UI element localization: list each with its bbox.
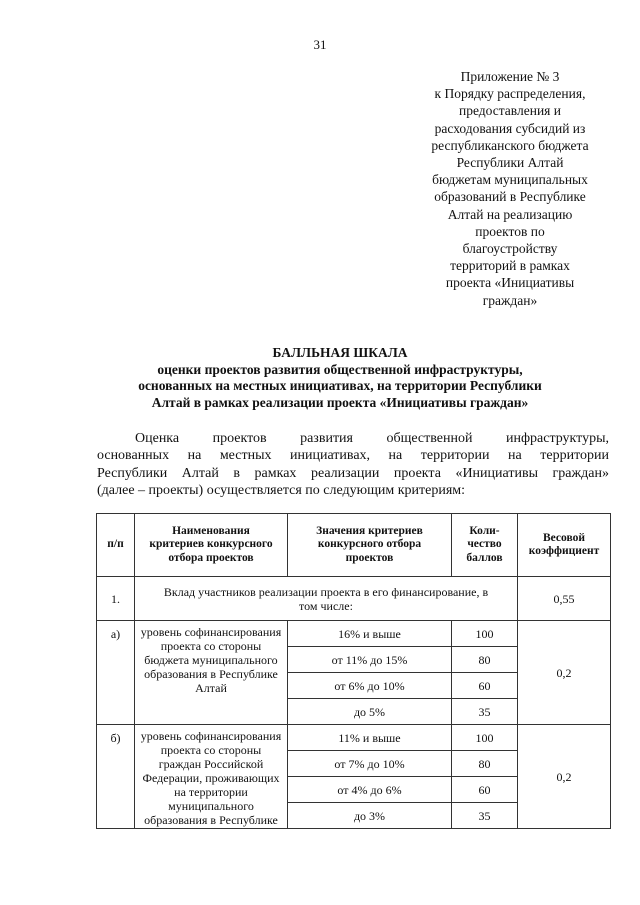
points-cell: 60 [452, 777, 518, 803]
appendix-line: расходования субсидий из [434, 120, 586, 136]
header-weight [518, 514, 611, 577]
title-line: основанных на местных инициативах, на территории Республики [138, 378, 542, 393]
appendix-line: Алтай на реализацию [447, 206, 573, 222]
title-heading: БАЛЛЬНАЯ ШКАЛА [272, 345, 408, 360]
header-line: чество [467, 538, 502, 551]
section-weight: 0,55 [518, 577, 611, 621]
header-line: коэффициент [528, 545, 600, 557]
header-points [452, 514, 518, 577]
value-cell: от 11% до 15% [288, 647, 452, 673]
row-criterion [135, 621, 288, 725]
criterion-line: на территории [174, 785, 248, 799]
criterion-line: образования в Республике [144, 667, 278, 681]
points-cell: 80 [452, 751, 518, 777]
section-num: 1. [97, 577, 135, 621]
criterion-line: Федерации, проживающих [142, 771, 280, 785]
criterion-line: уровень софинансирования [140, 625, 282, 639]
document-title [70, 345, 610, 411]
header-criterion-name [135, 514, 288, 577]
appendix-line: к Порядку распределения, [434, 86, 586, 102]
table-row [97, 725, 611, 751]
header-line: Наименования [172, 524, 250, 537]
header-num: п/п [97, 514, 135, 577]
row-weight: 0,2 [518, 725, 611, 829]
section-line: Вклад участников реализации проекта в его финансирование, в [163, 584, 489, 599]
value-cell: от 4% до 6% [288, 777, 452, 803]
appendix-line: проектов по [475, 223, 545, 239]
points-cell: 100 [452, 725, 518, 751]
points-cell: 100 [452, 621, 518, 647]
appendix-line: образований в Республике [434, 189, 586, 205]
value-cell: от 7% до 10% [288, 751, 452, 777]
appendix-block [398, 68, 622, 309]
criterion-line: муниципального [168, 799, 254, 813]
value-cell: от 6% до 10% [288, 673, 452, 699]
value-cell: 16% и выше [288, 621, 452, 647]
section-text [135, 577, 518, 621]
criterion-line: проекта со стороны [160, 639, 262, 653]
appendix-line: предоставления и [459, 103, 561, 119]
value-cell: 11% и выше [288, 725, 452, 751]
value-cell: до 3% [288, 803, 452, 829]
intro-line: Оценка проектов развития общественной инфраструктуры, [135, 431, 609, 446]
intro-line: основанных на местных инициативах, на территории на территории [97, 448, 609, 464]
intro-line: (далее – проекты) осуществляется по следующим критериям: [97, 482, 466, 498]
intro-line: Республики Алтай в рамках реализации проекта «Инициативы граждан» [97, 465, 609, 481]
header-line: Значения критериев [316, 524, 423, 537]
appendix-line: граждан» [482, 292, 538, 308]
intro-paragraph [97, 430, 609, 499]
criterion-line: Алтай [195, 681, 227, 695]
header-line: Весовой [543, 531, 585, 544]
header-line: Коли- [469, 524, 500, 537]
points-cell: 60 [452, 673, 518, 699]
title-line: оценки проектов развития общественной инфраструктуры, [157, 361, 523, 377]
header-line: баллов [466, 551, 503, 564]
header-line: критериев конкурсного [149, 538, 273, 551]
appendix-line: благоустройству [462, 241, 558, 257]
appendix-line: Приложение № 3 [460, 69, 560, 84]
title-line: Алтай в рамках реализации проекта «Инициативы граждан» [151, 394, 529, 410]
row-num: б) [97, 725, 135, 829]
criterion-line: уровень софинансирования [140, 729, 282, 743]
table-row [97, 621, 611, 647]
criterion-line: граждан Российской [158, 757, 264, 771]
header-line: проектов [345, 551, 394, 564]
points-cell: 35 [452, 699, 518, 725]
criterion-line: образования в Республике [144, 813, 278, 827]
table-section-row [97, 577, 611, 621]
appendix-line: территорий в рамках [450, 258, 570, 274]
criterion-line: бюджета муниципального [144, 653, 278, 667]
appendix-line: Республики Алтай [456, 155, 564, 171]
points-cell: 35 [452, 803, 518, 829]
page-number: 31 [313, 37, 327, 52]
value-cell: до 5% [288, 699, 452, 725]
appendix-line: проекта «Инициативы [445, 275, 575, 291]
section-line: том числе: [299, 598, 353, 613]
row-num: а) [97, 621, 135, 725]
criteria-table [96, 513, 611, 829]
appendix-line: республиканского бюджета [431, 137, 589, 153]
header-criterion-values [288, 514, 452, 577]
row-criterion [135, 725, 288, 829]
header-line: конкурсного отбора [317, 538, 422, 551]
criterion-line: проекта со стороны [160, 743, 262, 757]
appendix-line: бюджетам муниципальных [432, 172, 588, 188]
points-cell: 80 [452, 647, 518, 673]
row-weight: 0,2 [518, 621, 611, 725]
header-line: отбора проектов [168, 551, 254, 564]
table-header-row [97, 514, 611, 577]
